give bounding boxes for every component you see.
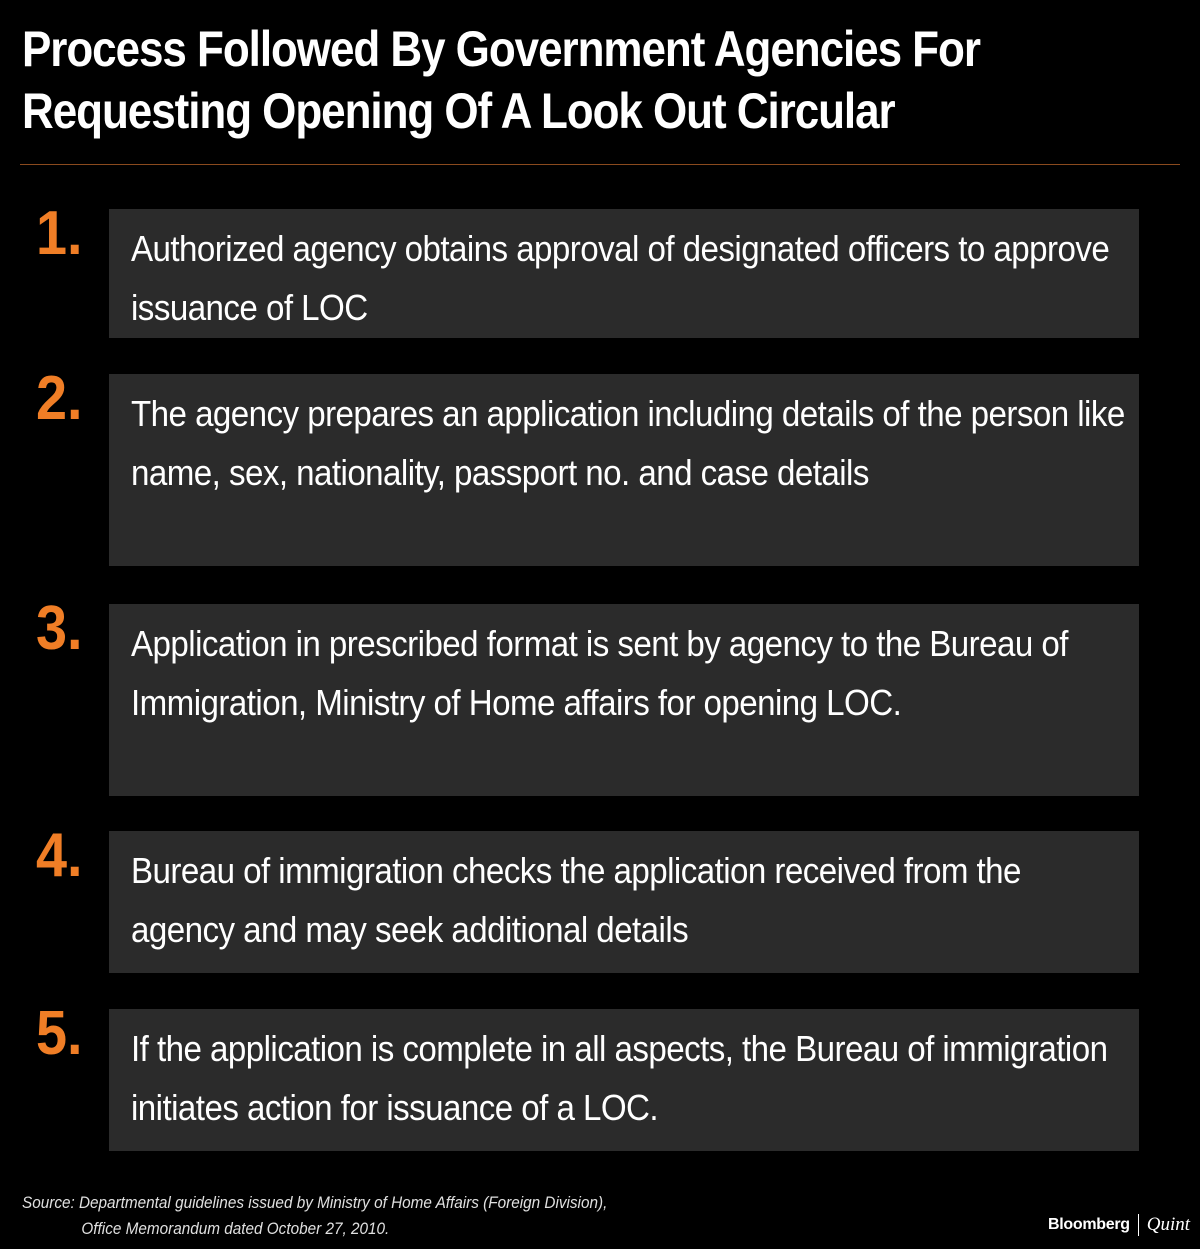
step-box	[109, 1009, 1139, 1151]
step-text: If the application is complete in all aspects, the Bureau of immigration initiates action for issuance of a LOC.	[131, 1028, 1108, 1128]
step-number: 2.	[36, 364, 83, 433]
brand-secondary: Quint	[1146, 1214, 1190, 1235]
step-box	[109, 209, 1139, 338]
source-note	[22, 1190, 607, 1242]
brand-primary: Bloomberg	[1047, 1216, 1130, 1233]
step-number: 1.	[36, 199, 83, 268]
step-number: 5.	[36, 999, 83, 1068]
step-number: 3.	[36, 594, 83, 663]
step-text: Bureau of immigration checks the application received from the agency and may seek additional details	[131, 850, 1021, 950]
source-line-1: Source: Departmental guidelines issued by Ministry of Home Affairs (Foreign Division),	[22, 1193, 608, 1212]
brand-separator	[1138, 1214, 1139, 1236]
step-number: 4.	[36, 821, 83, 890]
step-text: Application in prescribed format is sent by agency to the Bureau of Immigration, Ministry of Home affairs for opening LOC.	[131, 623, 1068, 723]
title-divider	[20, 164, 1180, 165]
step-box	[109, 831, 1139, 973]
step-box	[109, 604, 1139, 796]
step-text: Authorized agency obtains approval of designated officers to approve issuance of LOC	[131, 228, 1110, 328]
brand-logo	[1048, 1214, 1190, 1236]
step-box	[109, 374, 1139, 566]
page-title: Process Followed By Government Agencies For Requesting Opening Of A Look Out Circular	[22, 21, 980, 139]
step-text: The agency prepares an application including details of the person like name, sex, nationality, passport no. and case details	[131, 393, 1125, 493]
source-line-2: Office Memorandum dated October 27, 2010.	[81, 1219, 390, 1238]
